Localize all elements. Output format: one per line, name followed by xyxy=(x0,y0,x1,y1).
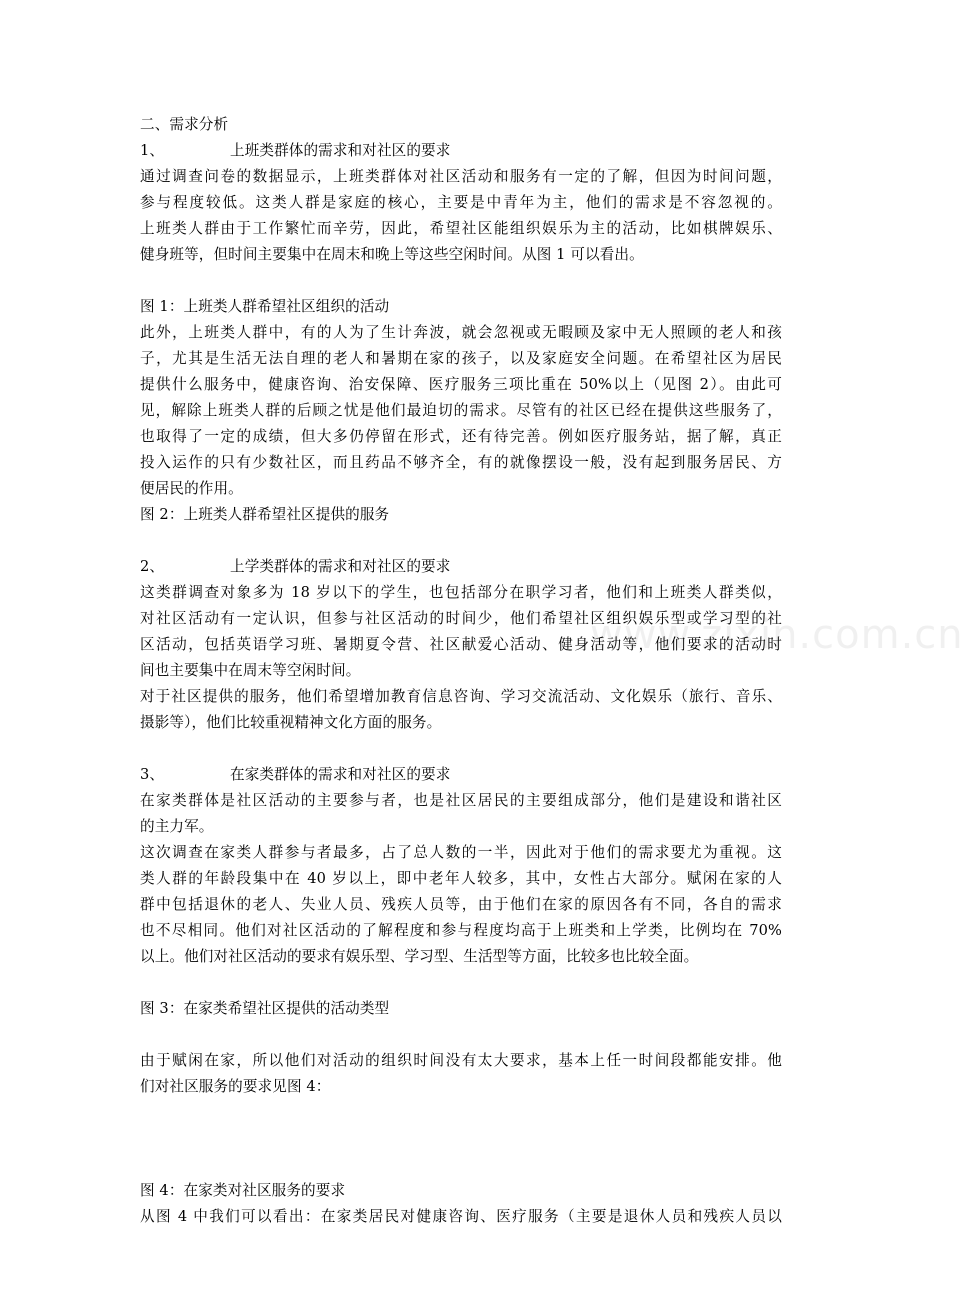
text-line: 从图 4 中我们可以看出：在家类居民对健康咨询、医疗服务（主要是退休人员和残疾人员以 xyxy=(140,1208,782,1225)
text-line: 这次调查在家类人群参与者最多，占了总人数的一半，因此对于他们的需求要尤为重视。这 xyxy=(140,844,782,861)
paragraph xyxy=(140,840,782,970)
text-line: 在家类群体是社区活动的主要参与者，也是社区居民的主要组成部分，他们是建设和谐社区 xyxy=(140,792,782,809)
spacer xyxy=(140,268,782,294)
text-line: 健身班等，但时间主要集中在周末和晚上等这些空闲时间。从图 1 可以看出。 xyxy=(140,246,644,263)
spacer xyxy=(140,1022,782,1048)
paragraph xyxy=(140,1204,782,1230)
text-line: 的主力军。 xyxy=(140,818,214,835)
subsection-title: 上班类群体的需求和对社区的要求 xyxy=(230,142,451,159)
text-line: 上班类人群由于工作繁忙而辛劳，因此，希望社区能组织娱乐为主的活动，比如棋牌娱乐、 xyxy=(140,220,782,237)
document-body xyxy=(140,112,782,1230)
text-line: 通过调查问卷的数据显示，上班类群体对社区活动和服务有一定的了解，但因为时间问题， xyxy=(140,168,782,185)
text-line: 也不尽相同。他们对社区活动的了解程度和参与程度均高于上班类和上学类，比例均在 70% xyxy=(140,922,782,939)
paragraph xyxy=(140,164,782,268)
subsection-number: 2、 xyxy=(140,558,165,575)
text-line: 以上。他们对社区活动的要求有娱乐型、学习型、生活型等方面，比较多也比较全面。 xyxy=(140,948,699,965)
subsection-heading-2 xyxy=(140,554,782,580)
text-line: 子，尤其是生活无法自理的老人和暑期在家的孩子，以及家庭安全问题。在希望社区为居民 xyxy=(140,350,782,367)
section-title: 二、需求分析 xyxy=(140,116,229,133)
text-line: 投入运作的只有少数社区，而且药品不够齐全，有的就像摆设一般，没有起到服务居民、方 xyxy=(140,454,782,471)
text-line: 间也主要集中在周末等空闲时间。 xyxy=(140,662,361,679)
text-line: 此外，上班类人群中，有的人为了生计奔波，就会忽视或无暇顾及家中无人照顾的老人和孩 xyxy=(140,324,782,341)
text-line: 对社区活动有一定认识，但参与社区活动的时间少，他们希望社区组织娱乐型或学习型的社 xyxy=(140,610,782,627)
subsection-heading-1 xyxy=(140,138,782,164)
text-line: 也取得了一定的成绩，但大多仍停留在形式，还有待完善。例如医疗服务站，据了解，真正 xyxy=(140,428,782,445)
subsection-title: 上学类群体的需求和对社区的要求 xyxy=(230,558,451,575)
figure-caption: 图 3：在家类希望社区提供的活动类型 xyxy=(140,1000,390,1017)
text-line: 见，解除上班类人群的后顾之忧是他们最迫切的需求。尽管有的社区已经在提供这些服务了， xyxy=(140,402,782,419)
paragraph xyxy=(140,684,782,736)
text-line: 提供什么服务中，健康咨询、治安保障、医疗服务三项比重在 50%以上（见图 2）。由此可 xyxy=(140,376,782,393)
text-line: 这类群调查对象多为 18 岁以下的学生，也包括部分在职学习者，他们和上班类人群类似， xyxy=(140,584,782,601)
paragraph xyxy=(140,1048,782,1100)
text-line: 区活动，包括英语学习班、暑期夏令营、社区献爱心活动、健身活动等，他们要求的活动时 xyxy=(140,636,782,653)
text-line: 由于赋闲在家，所以他们对活动的组织时间没有太大要求，基本上任一时间段都能安排。他 xyxy=(140,1052,782,1069)
text-line: 们对社区服务的要求见图 4： xyxy=(140,1078,331,1095)
text-line: 参与程度较低。这类人群是家庭的核心，主要是中青年为主，他们的需求是不容忽视的。 xyxy=(140,194,782,211)
figure-caption: 图 2：上班类人群希望社区提供的服务 xyxy=(140,506,390,523)
text-line: 摄影等），他们比较重视精神文化方面的服务。 xyxy=(140,714,442,731)
paragraph xyxy=(140,320,782,502)
paragraph xyxy=(140,580,782,684)
subsection-heading-3 xyxy=(140,762,782,788)
subsection-title: 在家类群体的需求和对社区的要求 xyxy=(230,766,451,783)
text-line: 便居民的作用。 xyxy=(140,480,243,497)
spacer xyxy=(140,970,782,996)
figure-caption: 图 1：上班类人群希望社区组织的活动 xyxy=(140,298,390,315)
figure-caption: 图 4：在家类对社区服务的要求 xyxy=(140,1182,346,1199)
subsection-number: 3、 xyxy=(140,766,165,783)
spacer xyxy=(140,528,782,554)
subsection-number: 1、 xyxy=(140,142,165,159)
paragraph xyxy=(140,788,782,840)
text-line: 类人群的年龄段集中在 40 岁以上，即中老年人较多，其中，女性占大部分。赋闲在家的人 xyxy=(140,870,782,887)
watermark: www.zixin.com.cn xyxy=(590,612,964,658)
figure-placeholder xyxy=(140,1100,782,1178)
text-line: 群中包括退休的老人、失业人员、残疾人员等，由于他们在家的原因各有不同，各自的需求 xyxy=(140,896,782,913)
spacer xyxy=(140,736,782,762)
text-line: 对于社区提供的服务，他们希望增加教育信息咨询、学习交流活动、文化娱乐（旅行、音乐、 xyxy=(140,688,782,705)
